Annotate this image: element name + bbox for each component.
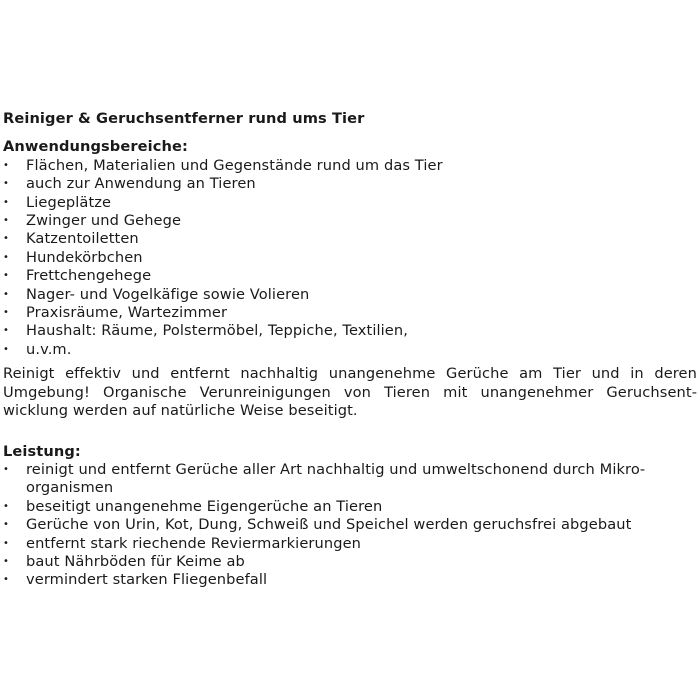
list-item: • Frettchengehege xyxy=(3,267,697,285)
list-item: • Flächen, Materialien und Gegenstände rund um das Tier xyxy=(3,157,697,175)
list-item: • Zwinger und Gehege xyxy=(3,212,697,230)
list-item: • Nager- und Vogelkäfige sowie Volieren xyxy=(3,286,697,304)
description-paragraph: Reinigt effektiv und entfernt nachhaltig unangenehme Gerüche am Tier und in deren Umgebung! Organische Verunreinigungen von Tieren mit unangenehmer Geruchsentwicklung werden auf natürliche Weise beseitigt. xyxy=(3,365,697,420)
list-item: • Liegeplätze xyxy=(3,194,697,212)
leistung-list xyxy=(3,461,697,590)
list-item: • Gerüche von Urin, Kot, Dung, Schweiß und Speichel werden geruchsfrei abgebaut xyxy=(3,516,697,534)
product-headline: Reiniger & Geruchsentferner rund ums Tier xyxy=(3,110,365,127)
list-item: • Haushalt: Räume, Polstermöbel, Teppiche, Textilien, xyxy=(3,322,697,340)
list-item: • reinigt und entfernt Gerüche aller Art nachhaltig und umweltschonend durch Mikroorganismen xyxy=(3,461,697,498)
list-item: • baut Nährböden für Keime ab xyxy=(3,553,697,571)
list-item: • Hundekörbchen xyxy=(3,249,697,267)
list-item: • entfernt stark riechende Reviermarkierungen xyxy=(3,535,697,553)
list-item: • Katzentoiletten xyxy=(3,230,697,248)
section-heading-anwendungsbereiche: Anwendungsbereiche: xyxy=(3,138,188,156)
product-description xyxy=(3,110,697,590)
list-item: • Praxisräume, Wartezimmer xyxy=(3,304,697,322)
list-item: • u.v.m. xyxy=(3,341,697,359)
list-item: • vermindert starken Fliegenbefall xyxy=(3,571,697,589)
list-item: • auch zur Anwendung an Tieren xyxy=(3,175,697,193)
section-heading-leistung: Leistung: xyxy=(3,442,81,460)
list-item: • beseitigt unangenehme Eigengerüche an Tieren xyxy=(3,498,697,516)
anwendungsbereiche-list xyxy=(3,157,697,359)
